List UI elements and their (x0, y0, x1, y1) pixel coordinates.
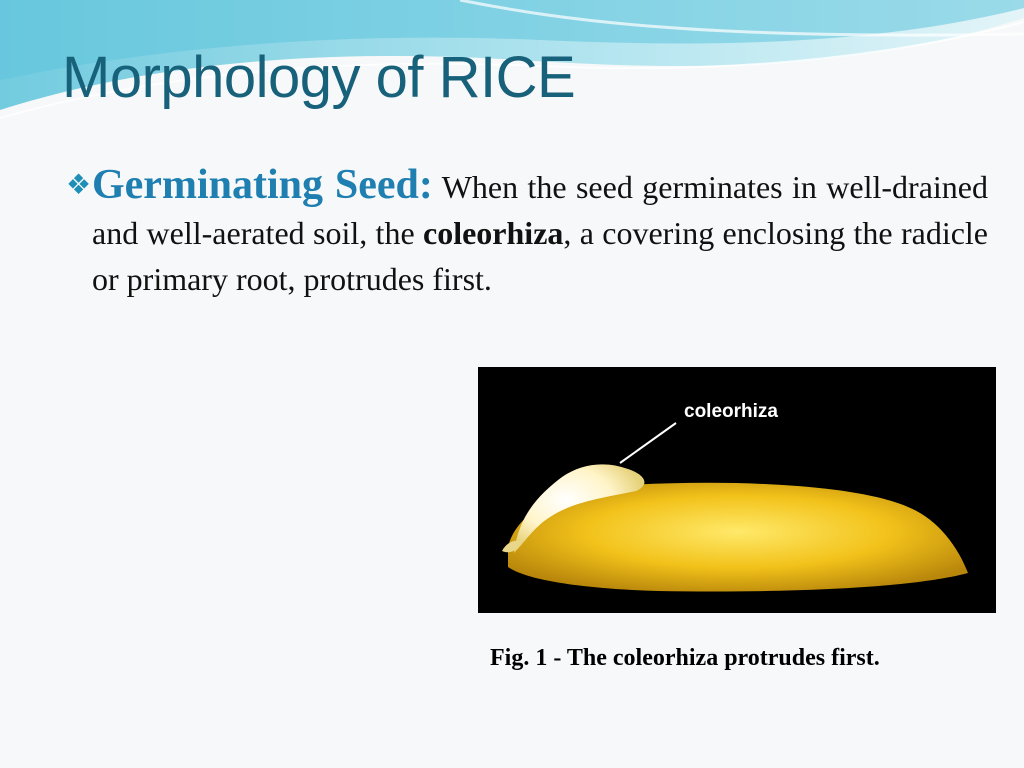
bullet-paragraph (66, 162, 988, 302)
figure-caption: Fig. 1 - The coleorhiza protrudes first. (490, 645, 880, 671)
bullet-paragraph-block (66, 162, 988, 302)
bullet-heading: Germinating Seed: (92, 162, 433, 208)
slide-title: Morphology of RICE (62, 45, 576, 110)
seed-figure (478, 367, 996, 613)
bullet-text-before: When the seed germinates in well-drained and well-aerated soil, the (92, 169, 989, 251)
bullet-text-after: , a covering enclosing the radicle or primary root, protrudes first. (92, 215, 989, 297)
diamond-bullet-icon: ❖ (66, 170, 92, 201)
bullet-emphasis-term: coleorhiza (423, 215, 564, 251)
figure-label-coleorhiza: coleorhiza (684, 401, 778, 422)
